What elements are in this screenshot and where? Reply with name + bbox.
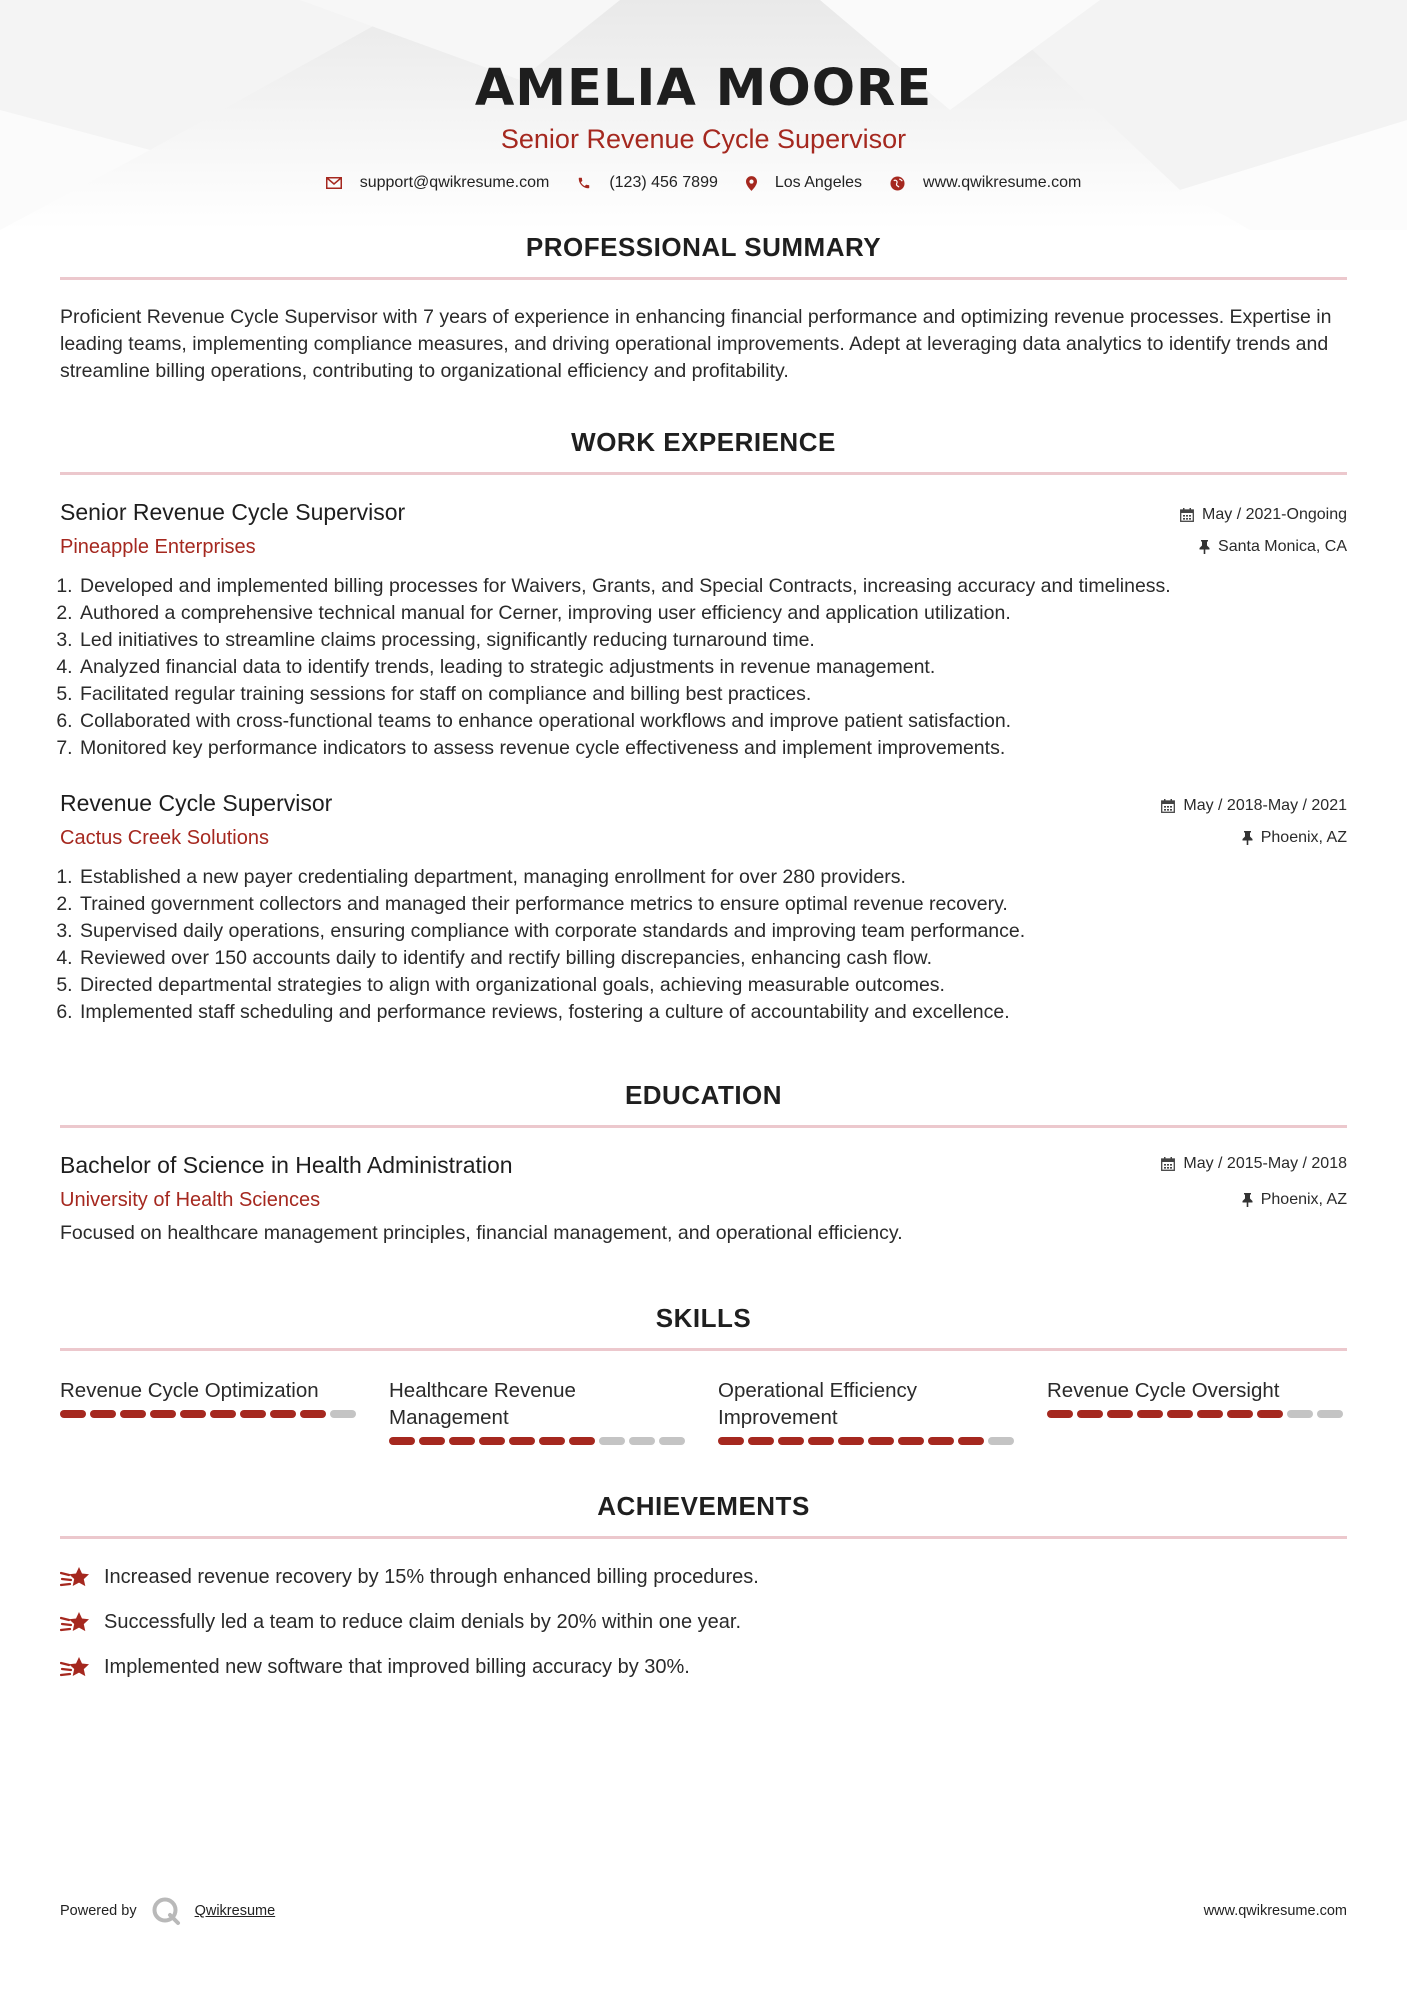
skill-item	[1047, 1377, 1347, 1445]
skill-segment-filled	[1227, 1410, 1253, 1418]
pushpin-icon	[1242, 1193, 1253, 1207]
achievement-item: Implemented new software that improved billing accuracy by 30%.	[60, 1645, 1347, 1690]
list-item: 3. Supervised daily operations, ensuring compliance with corporate standards and improving team performance.	[78, 918, 1347, 945]
job-entry	[60, 788, 1347, 1026]
list-item: 1. Developed and implemented billing processes for Waivers, Grants, and Special Contracts, increasing accuracy and timeliness.	[78, 573, 1347, 600]
contact-website[interactable]	[890, 174, 1081, 192]
achievement-item: Successfully led a team to reduce claim denials by 20% within one year.	[60, 1600, 1347, 1645]
list-item: 4. Reviewed over 150 accounts daily to identify and rectify billing discrepancies, enhancing cash flow.	[78, 945, 1347, 972]
skill-segment-filled	[210, 1410, 236, 1418]
education-section	[60, 1078, 1347, 1247]
skill-segment-filled	[1137, 1410, 1163, 1418]
experience-heading: WORK EXPERIENCE	[571, 427, 836, 457]
skill-segment-empty	[330, 1410, 356, 1418]
skill-segment-filled	[509, 1437, 535, 1445]
skill-segment-filled	[1197, 1410, 1223, 1418]
education-description: Focused on healthcare management principles, financial management, and operational efficiency.	[60, 1222, 903, 1244]
skill-segment-filled	[1257, 1410, 1283, 1418]
qwikresume-logo-icon	[151, 1896, 181, 1926]
skill-name: Revenue Cycle Oversight	[1047, 1379, 1280, 1402]
resume-body	[0, 230, 1407, 1690]
job-dates: May / 2021-Ongoing	[1180, 503, 1347, 527]
job-location: Santa Monica, CA	[1180, 535, 1347, 559]
skills-list	[60, 1377, 1347, 1445]
page-footer	[60, 1896, 1347, 1926]
candidate-name: AMELIA MOORE	[474, 59, 933, 118]
skill-segment-filled	[479, 1437, 505, 1445]
list-item: 1. Established a new payer credentialing department, managing enrollment for over 280 providers.	[78, 864, 1347, 891]
shooting-star-icon	[60, 1655, 92, 1681]
education-location: Phoenix, AZ	[1161, 1188, 1347, 1212]
skill-segment-empty	[1287, 1410, 1313, 1418]
section-divider	[60, 1348, 1347, 1351]
skill-item	[389, 1377, 689, 1445]
list-item: 3. Led initiatives to streamline claims processing, significantly reducing turnaround time.	[78, 627, 1347, 654]
education-entry	[60, 1150, 1347, 1247]
candidate-title: Senior Revenue Cycle Supervisor	[500, 124, 907, 154]
website-text: www.qwikresume.com	[923, 174, 1082, 191]
job-bullets	[60, 573, 1347, 762]
skill-segment-filled	[180, 1410, 206, 1418]
skill-segment-filled	[240, 1410, 266, 1418]
calendar-icon	[1180, 508, 1194, 522]
skill-name: Revenue Cycle Optimization	[60, 1379, 319, 1402]
powered-by	[60, 1896, 275, 1926]
brand-link[interactable]: Qwikresume	[194, 1903, 276, 1919]
skill-segment-filled	[389, 1437, 415, 1445]
list-item: 6. Implemented staff scheduling and performance reviews, fostering a culture of accountability and excellence.	[78, 999, 1347, 1026]
list-item: 5. Directed departmental strategies to align with organizational goals, achieving measurable outcomes.	[78, 972, 1347, 999]
skill-segment-filled	[1167, 1410, 1193, 1418]
job-company: Pineapple Enterprises	[60, 536, 256, 558]
list-item: 6. Collaborated with cross-functional teams to enhance operational workflows and improve patient satisfaction.	[78, 708, 1347, 735]
skill-segment-filled	[1077, 1410, 1103, 1418]
skill-level-bar	[60, 1410, 360, 1418]
skill-segment-filled	[120, 1410, 146, 1418]
skill-segment-filled	[748, 1437, 774, 1445]
education-dates: May / 2015-May / 2018	[1161, 1152, 1347, 1176]
pushpin-icon	[1199, 540, 1210, 554]
powered-by-label: Powered by	[60, 1903, 137, 1919]
skill-segment-filled	[1047, 1410, 1073, 1418]
achievements-section	[60, 1489, 1347, 1690]
summary-heading: PROFESSIONAL SUMMARY	[525, 232, 882, 262]
skill-segment-empty	[599, 1437, 625, 1445]
skill-level-bar	[1047, 1410, 1347, 1418]
skill-segment-filled	[1107, 1410, 1133, 1418]
globe-icon	[890, 176, 905, 191]
achievements-heading: ACHIEVEMENTS	[597, 1491, 810, 1521]
skill-segment-filled	[539, 1437, 565, 1445]
section-divider	[60, 277, 1347, 280]
skill-segment-empty	[659, 1437, 685, 1445]
skill-segment-filled	[150, 1410, 176, 1418]
list-item: 5. Facilitated regular training sessions for staff on compliance and billing best practices.	[78, 681, 1347, 708]
skill-segment-filled	[868, 1437, 894, 1445]
skill-segment-empty	[1317, 1410, 1343, 1418]
skill-segment-empty	[629, 1437, 655, 1445]
job-dates: May / 2018-May / 2021	[1161, 794, 1347, 818]
summary-section	[60, 230, 1347, 385]
job-entry	[60, 497, 1347, 762]
section-divider	[60, 1125, 1347, 1128]
calendar-icon	[1161, 799, 1175, 813]
job-role: Senior Revenue Cycle Supervisor	[60, 499, 406, 525]
envelope-icon	[326, 177, 342, 189]
skill-item	[60, 1377, 360, 1445]
skill-name: Operational Efficiency Improvement	[718, 1379, 918, 1429]
skill-segment-filled	[778, 1437, 804, 1445]
achievements-list	[60, 1555, 1347, 1690]
skill-segment-filled	[718, 1437, 744, 1445]
pushpin-icon	[1242, 831, 1253, 845]
skill-segment-filled	[808, 1437, 834, 1445]
footer-website[interactable]: www.qwikresume.com	[1203, 1903, 1347, 1919]
section-divider	[60, 1536, 1347, 1539]
map-pin-icon	[746, 176, 757, 191]
skill-segment-filled	[300, 1410, 326, 1418]
skill-level-bar	[389, 1437, 689, 1445]
contact-bar	[0, 174, 1407, 192]
degree: Bachelor of Science in Health Administration	[60, 1152, 513, 1178]
calendar-icon	[1161, 1157, 1175, 1171]
school: University of Health Sciences	[60, 1189, 321, 1211]
contact-location	[746, 174, 862, 192]
skill-segment-filled	[928, 1437, 954, 1445]
summary-text: Proficient Revenue Cycle Supervisor with 7 years of experience in enhancing financial performance and optimizing revenue processes. Expertise in leading teams, implementing compliance measures, and driving operational improvements. Adept at leveraging data analytics to identify trends and streamline billing operations, contributing to organizational efficiency and profitability.	[60, 306, 1332, 382]
phone-icon	[577, 176, 591, 190]
skill-level-bar	[718, 1437, 1018, 1445]
skill-segment-filled	[90, 1410, 116, 1418]
job-location: Phoenix, AZ	[1161, 826, 1347, 850]
skill-name: Healthcare Revenue Management	[389, 1379, 576, 1429]
location-text: Los Angeles	[774, 174, 863, 191]
list-item: 7. Monitored key performance indicators to assess revenue cycle effectiveness and implement improvements.	[78, 735, 1347, 762]
email-text: support@qwikresume.com	[359, 174, 550, 191]
shooting-star-icon	[60, 1565, 92, 1591]
list-item: 4. Analyzed financial data to identify trends, leading to strategic adjustments in revenue management.	[78, 654, 1347, 681]
skills-heading: SKILLS	[655, 1303, 752, 1333]
experience-section	[60, 425, 1347, 1026]
skill-segment-filled	[60, 1410, 86, 1418]
phone-text: (123) 456 7899	[609, 174, 718, 191]
contact-email[interactable]	[326, 174, 550, 192]
skill-segment-filled	[419, 1437, 445, 1445]
skill-segment-empty	[988, 1437, 1014, 1445]
skill-segment-filled	[569, 1437, 595, 1445]
skill-segment-filled	[958, 1437, 984, 1445]
list-item: 2. Trained government collectors and managed their performance metrics to ensure optimal revenue recovery.	[78, 891, 1347, 918]
section-divider	[60, 472, 1347, 475]
resume-header	[0, 0, 1407, 192]
shooting-star-icon	[60, 1610, 92, 1636]
skills-section	[60, 1301, 1347, 1445]
job-bullets	[60, 864, 1347, 1026]
skill-segment-filled	[270, 1410, 296, 1418]
education-heading: EDUCATION	[624, 1080, 783, 1110]
achievement-item: Increased revenue recovery by 15% through enhanced billing procedures.	[60, 1555, 1347, 1600]
job-company: Cactus Creek Solutions	[60, 827, 269, 849]
job-role: Revenue Cycle Supervisor	[60, 790, 333, 816]
skill-segment-filled	[449, 1437, 475, 1445]
list-item: 2. Authored a comprehensive technical manual for Cerner, improving user efficiency and application utilization.	[78, 600, 1347, 627]
skill-segment-filled	[838, 1437, 864, 1445]
skill-segment-filled	[898, 1437, 924, 1445]
contact-phone[interactable]	[577, 174, 718, 192]
skill-item	[718, 1377, 1018, 1445]
